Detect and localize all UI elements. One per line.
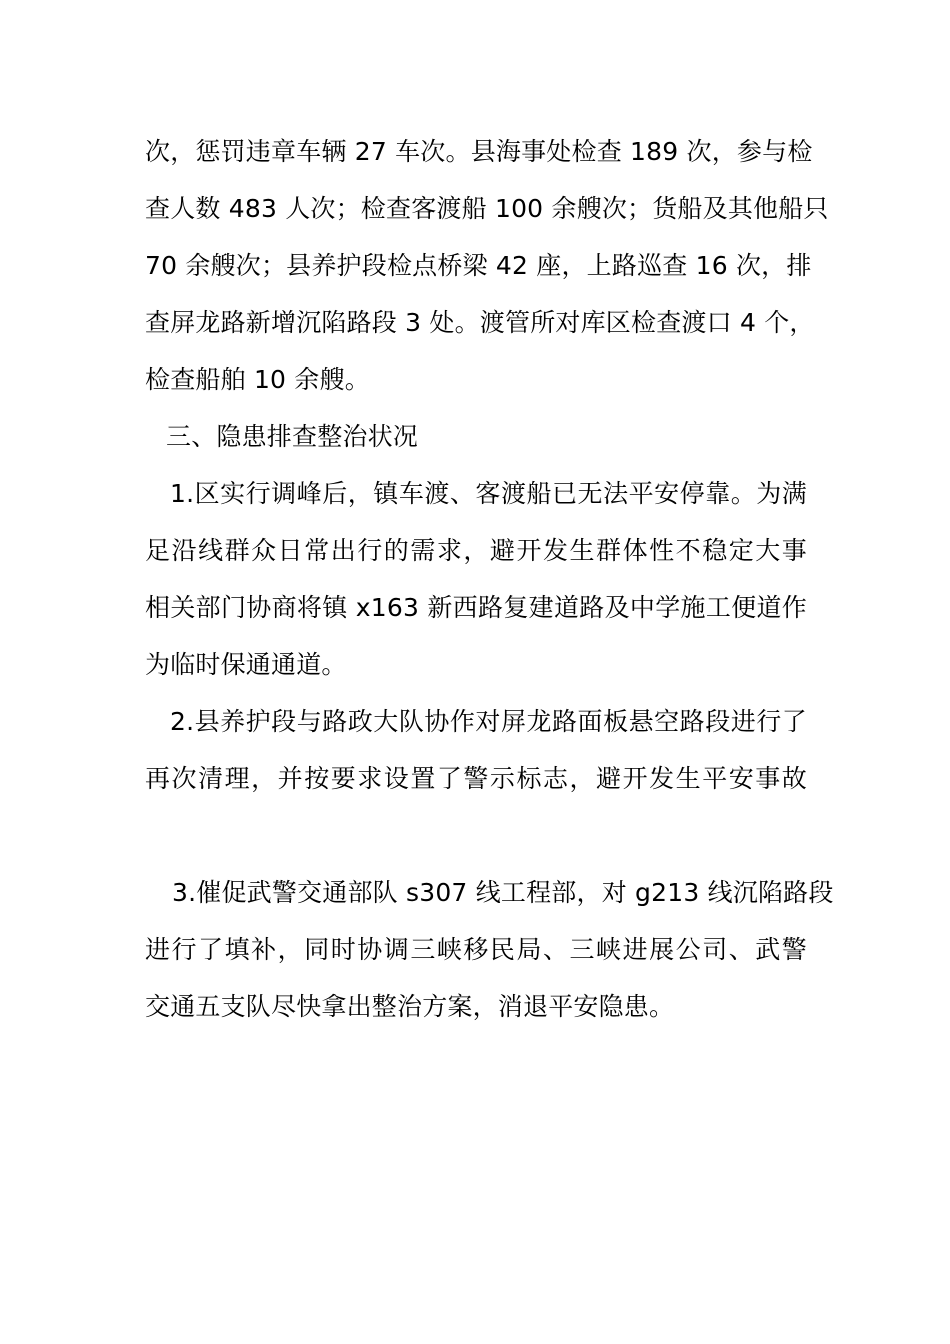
- item-1-line-2: 足沿线群众日常出行的需求，避开发生群体性不稳定大事: [145, 536, 807, 565]
- body-line-3: 70 余艘次；县养护段检点桥梁 42 座，上路巡查 16 次，排: [145, 251, 812, 280]
- body-line-1: 次，惩罚违章车辆 27 车次。县海事处检查 189 次，参与检: [145, 137, 813, 166]
- item-2-line-1: 2.县养护段与路政大队协作对屏龙路面板悬空路段进行了: [170, 707, 807, 736]
- body-line-5: 检查船舶 10 余艘。: [145, 365, 370, 394]
- item-3-line-2: 进行了填补，同时协调三峡移民局、三峡进展公司、武警: [145, 935, 807, 964]
- body-line-4: 查屏龙路新增沉陷路段 3 处。渡管所对库区检查渡口 4 个，: [145, 308, 815, 337]
- body-line-2: 查人数 483 人次；检查客渡船 100 余艘次；货船及其他船只: [145, 194, 829, 223]
- item-2-line-2: 再次清理，并按要求设置了警示标志，避开发生平安事故: [145, 764, 807, 793]
- item-1-line-4: 为临时保通通道。: [145, 650, 347, 679]
- item-1-line-1: 1.区实行调峰后，镇车渡、客渡船已无法平安停靠。为满: [170, 479, 807, 508]
- item-3-line-1: 3.催促武警交通部队 s307 线工程部，对 g213 线沉陷路段: [172, 878, 834, 907]
- item-3-line-3: 交通五支队尽快拿出整治方案，消退平安隐患。: [145, 992, 675, 1021]
- item-1-line-3: 相关部门协商将镇 x163 新西路复建道路及中学施工便道作: [145, 593, 807, 622]
- section-heading: 三、隐患排查整治状况: [166, 422, 419, 451]
